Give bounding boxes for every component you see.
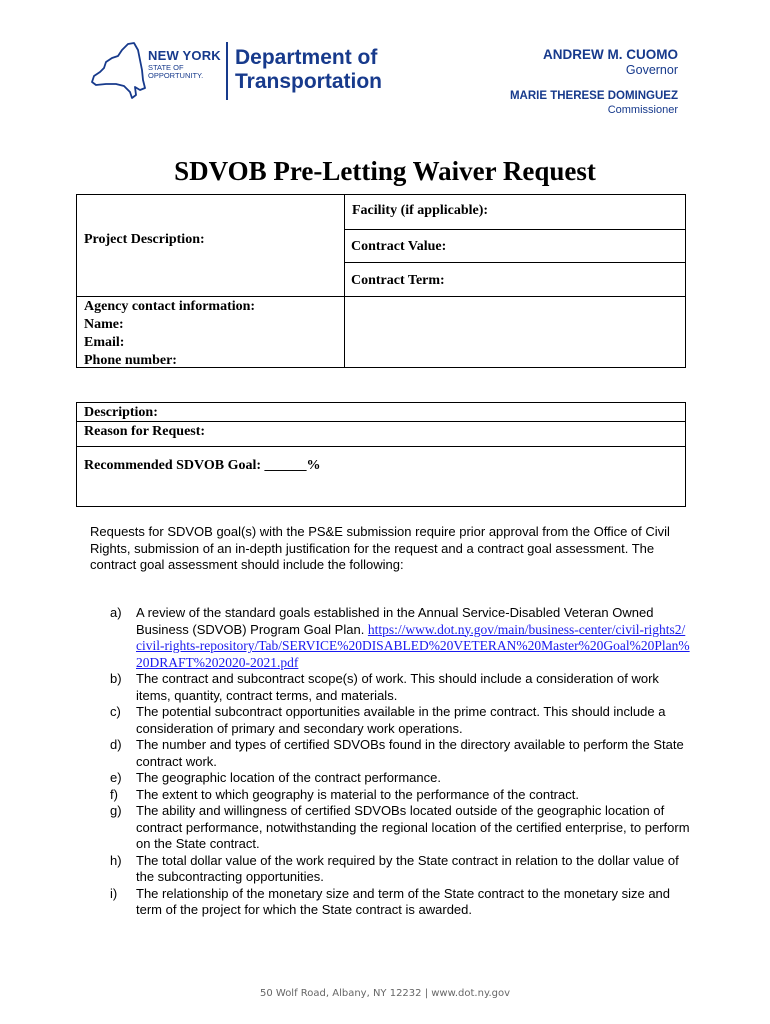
list-marker: h) [110,852,122,868]
list-item [110,704,690,737]
list-marker: d) [110,737,122,752]
list-marker: c) [110,704,121,719]
commissioner-name: MARIE THERESE DOMINGUEZ [509,90,678,102]
table-divider [344,195,345,367]
list-item-text: The geographic location of the contract performance. [136,770,441,785]
assessment-list [110,605,690,919]
table-divider [77,446,685,447]
list-marker: b) [110,671,122,686]
page-footer: 50 Wolf Road, Albany, NY 12232 | www.dot.ny.gov [259,988,511,999]
list-marker: a) [110,605,122,620]
reason-label: Reason for Request: [84,424,206,439]
name-label: Name: [84,317,124,332]
email-label: Email: [84,335,125,350]
logo-department-of: Department of [235,46,378,69]
list-item [110,605,690,671]
project-description-label: Project Description: [84,232,205,247]
governor-title: Governor [625,63,678,77]
table-divider [77,296,685,297]
list-item-text: The potential subcontract opportunities available in the prime contract. This should include a consideration of primary and secondary work operations. [136,704,666,736]
contract-value-label: Contract Value: [351,239,447,254]
logo-opportunity: OPPORTUNITY. [148,71,204,80]
logo-state-of: STATE OF [148,63,184,72]
list-item-text: A review of the standard goals established in the Annual Service-Disabled Veteran Owned Business (SDVOB) Program Goal Plan. [136,605,654,637]
facility-label: Facility (if applicable): [352,203,489,218]
intro-paragraph: Requests for SDVOB goal(s) with the PS&E submission require prior approval from the Office of Civil Rights, submission of an in-depth justification for the request and a contract goal assessment. The contract goal assessment should include the following: [90,524,670,572]
list-item-text: The extent to which geography is material to the performance of the contract. [136,786,579,802]
goal-plan-link[interactable]: https://www.dot.ny.gov/main/business-center/civil-rights2/civil-rights-repository/Tab/SERVICE%20DISABLED%20VETERAN%20Master%20Goal%20Plan%20DRAFT%202020-2021.pdf [136,621,690,670]
page-title: SDVOB Pre-Letting Waiver Request [174,156,596,186]
list-item [110,803,690,853]
list-item-text: The contract and subcontract scope(s) of work. This should include a consideration of work items, quantity, contract terms, and materials. [136,671,659,703]
project-info-table [76,194,686,368]
list-marker: g) [110,803,122,818]
nys-dot-logo [88,40,388,104]
list-item-text: The number and types of certified SDVOBs found in the directory available to perform the State contract work. [136,737,684,769]
governor-name: ANDREW M. CUOMO [543,47,678,62]
agency-contact-block [84,298,255,370]
list-item [110,770,690,787]
list-item-text: The ability and willingness of certified SDVOBs located outside of the geographic location of contract performance, notwithstanding the regional location of the certified enterprise, to perform on the State contract. [136,803,690,851]
list-item-text: The relationship of the monetary size and term of the State contract to the monetary size and term of the project for which the State contract is awarded. [136,885,671,917]
logo-new-york: NEW YORK [148,48,221,63]
list-marker: f) [110,786,118,802]
list-item [110,671,690,704]
list-marker: e) [110,770,122,785]
logo-divider [226,42,228,100]
phone-label: Phone number: [84,353,177,368]
table-divider [77,421,685,422]
description-label: Description: [84,405,158,420]
list-item [110,737,690,770]
list-item [110,886,690,919]
list-marker: i) [110,885,118,901]
list-item [110,787,690,804]
table-divider [344,229,685,230]
contract-term-label: Contract Term: [351,273,445,288]
recommended-goal-label: Recommended SDVOB Goal: ______% [84,458,321,473]
logo-transportation: Transportation [235,70,383,93]
request-table [76,402,686,507]
list-item [110,853,690,886]
list-item-text: The total dollar value of the work required by the State contract in relation to the dollar value of the subcontracting opportunities. [136,852,679,884]
commissioner-title: Commissioner [607,104,678,116]
new-york-state-outline-icon [88,40,148,102]
table-divider [344,262,685,263]
agency-contact-label: Agency contact information: [84,299,256,314]
